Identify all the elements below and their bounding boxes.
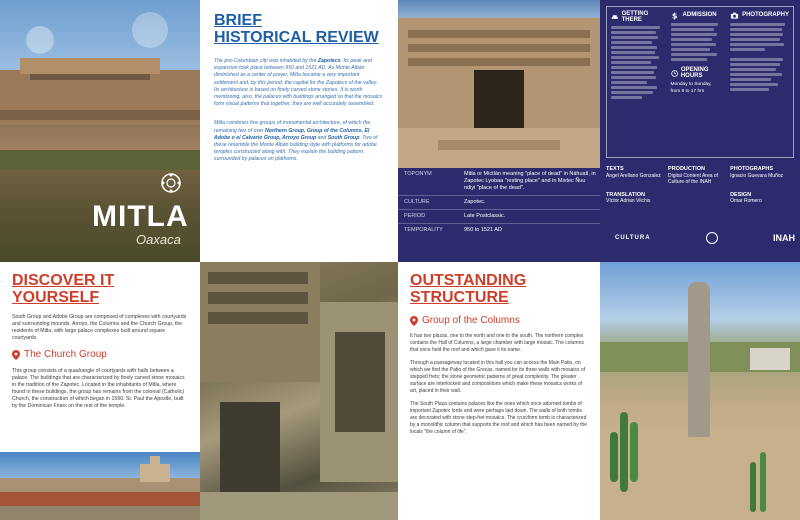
brief-paragraph-2 (214, 120, 384, 163)
credit-texts-value: Ángel Arellano Gonzalez (606, 172, 661, 179)
mitla-subtitle: Oaxaca (136, 232, 181, 247)
credit-texts-title: TEXTS (606, 166, 624, 172)
admission-text (671, 23, 723, 61)
opening-hours-heading (671, 67, 723, 79)
mitla-title: MITLA (92, 200, 189, 233)
church-group-photo (0, 452, 200, 520)
discover-heading (12, 272, 188, 306)
location-pin-icon (12, 350, 20, 360)
institution-logos (615, 232, 795, 244)
info-box (606, 6, 794, 158)
church-group-title: The Church Group (24, 349, 107, 360)
clock-icon (671, 69, 678, 78)
getting-there-text (611, 26, 663, 99)
credit-production-title: PRODUCTION (668, 166, 706, 172)
credit-design-title: DESIGN (730, 191, 752, 198)
discover-section (0, 262, 200, 452)
mexico-seal-icon (706, 232, 718, 244)
toponym-table (398, 168, 600, 262)
camera-icon (730, 11, 739, 20)
courtyard-illustration (398, 0, 600, 168)
table-row (398, 196, 600, 210)
outstanding-heading-line1: OUTSTANDING (410, 272, 527, 289)
columns-group-subheading (410, 315, 588, 326)
location-pin-icon (410, 316, 418, 326)
credit-translation-value: Víctor Adrian Vilchis (606, 198, 651, 204)
brief-heading-line1: BRIEF (214, 12, 262, 29)
brief-p2-south-group: South Group (327, 134, 360, 141)
brief-p1-text-c: . Its peak and expansion took place between 950 and 1521 AD. As Monte Albán diminished as a center of power, Mitla became a very important settlement and, by this period, the capital for the Zapotecs of the valley. Its architecture is based on finely carved stone stones. It is worth mentioning, also, the palaces with buildings arranged so that the mosaics form visual patterns that together, they are well accurately assembled. (214, 58, 383, 108)
brief-p1-bold: Zapotecs (317, 58, 341, 64)
church-group-text: This group consists of a quadrangle of courtyards with halls between a palace. The buildings that are characterized by finely carved stone mosaics in the tradition of the Zapotec. Located in the inhabitants of Mitla, where found in these buildings, the group has remains from the colonial (Catholic) Church, the construction of which began in 1590. St. Paul the Apostle, built by the Dominican Friars on the rest of the temple. (12, 368, 185, 409)
visitor-info-panel (600, 0, 800, 262)
brief-p2-groups: Northern Group, Group of the Columns, El Adobe o el Calvario Group, Arroyo Group (214, 127, 370, 141)
credit-translation-title: TRANSLATION (606, 191, 646, 198)
church-group-subheading (12, 349, 188, 360)
mitla-glyph-icon (160, 172, 182, 194)
photography-heading (730, 11, 789, 20)
mitla-cover-photo (0, 0, 200, 262)
credit-translation (606, 192, 668, 205)
discover-heading-line1: DISCOVER IT (12, 272, 115, 289)
cultura-logo: CULTURA (615, 235, 651, 241)
brief-heading-line2: HISTORICAL REVIEW (214, 29, 379, 46)
church-illustration (0, 452, 200, 520)
photography-column (726, 7, 793, 157)
outstanding-paragraph-3: The South Plaza contains palaces like the ones which once adorned tombs of important Zapotec lords and were perhaps laid down. The walls of both tombs are decorated with stone step-fret mosaics. The cruciform tomb is characterized by a monolithic column that supports the roof and which has been named by the locals "the column of life". (410, 401, 588, 435)
admission-heading (671, 11, 723, 20)
credit-texts (606, 166, 668, 186)
brief-heading (214, 12, 384, 46)
discover-heading-line2: YOURSELF (12, 289, 100, 306)
brief-paragraph-1 (214, 58, 384, 108)
stone-mosaic-illustration (200, 262, 398, 520)
car-icon (611, 13, 619, 22)
brief-p2-text-e: . Two of these resemble the Monte Albán building style with platforms for adobe temples constructed along with; They explain the building pattern, surrounded by palaces on platforms. (214, 134, 378, 163)
table-row (398, 224, 600, 237)
brief-p2-text-c: and (316, 134, 328, 141)
outstanding-heading (410, 272, 588, 306)
columns-group-title: Group of the Columns (422, 315, 520, 326)
opening-hours-text: Monday to Sunday, from 8 to 17 hrs (670, 82, 712, 94)
table-key-period: PERIOD (404, 213, 426, 219)
admission-title: ADMISSION (682, 12, 717, 19)
credit-photographs-value: Ignacio Guevara Muñoz (730, 172, 784, 179)
table-row (398, 210, 600, 224)
outstanding-heading-line2: STRUCTURE (410, 289, 509, 306)
credit-design (730, 192, 792, 205)
table-value-culture: Zapotec. (464, 199, 486, 205)
column-cactus-illustration (600, 262, 800, 520)
credit-production-value: Digital Content Area of Culture of the INAH (668, 172, 719, 185)
ticket-icon (671, 11, 680, 20)
courtyard-photo (398, 0, 600, 168)
outstanding-paragraph-1: It has two plazas, one to the north and one to the south. The northern complex contains the Hall of Columns, a large chamber with large mosaic. The columns that once held the roof and which gave it its name. (410, 333, 584, 353)
discover-intro: South Group and Adobe Group are composed of complexes with courtyards and surrounding mounds. Arroyo, the Columns and the Church Group, the residents of Mitla, with large palace complexes built around square courtyards. (12, 314, 187, 341)
table-value-period: Late Postclassic. (464, 213, 506, 219)
brief-p1-text-a: The pre-Columbian city was inhabited by the (214, 58, 318, 64)
getting-there-heading (611, 11, 663, 23)
credit-design-value: Omar Romero (730, 198, 762, 204)
table-row (398, 168, 600, 196)
credit-production (668, 166, 730, 186)
outstanding-structure-section (398, 262, 600, 520)
getting-there-column (607, 7, 667, 157)
table-key-temporality: TEMPORALITY (404, 227, 443, 233)
column-of-life-photo (600, 262, 800, 520)
inah-logo: INAH (773, 233, 795, 243)
opening-hours-title: OPENING HOURS (680, 67, 709, 80)
credit-spacer (668, 192, 730, 205)
credit-photographs-title: PHOTOGRAPHS (730, 166, 774, 172)
table-value-toponym: Mitla or Mictlán meaning "place of dead" in Náhuatl, in Zapotec Lyobaa "resting place" and in Mixtec Ñuu ndiyi "place of the dead". (464, 171, 596, 191)
getting-there-title: GETTING THERE (621, 11, 649, 24)
credit-photographs (730, 166, 792, 186)
admission-column (667, 7, 727, 157)
stone-mosaic-photo (200, 262, 398, 520)
table-value-temporality: 950 to 1521 AD (464, 227, 502, 233)
brief-historical-review-section (200, 0, 398, 262)
outstanding-paragraph-2: Through a passageway located in this hall you can access the Main Patio, on which we find the Patio of the Grecas, named for its three walls with mosaics of stepped frets; the stone geometric patterns of great complexity. The greater surface are interlocked and compositions which make these mosaics works of art, placed in their wall. (410, 360, 586, 394)
svg-text:$: $ (671, 11, 678, 20)
photography-title: PHOTOGRAPHY (742, 12, 789, 19)
table-key-culture: CULTURE (404, 199, 430, 205)
credits (606, 166, 794, 211)
brief-p2-text-a: Mitla combines five groups of monumental architecture, of which the remaining two of over (214, 120, 371, 134)
photography-text (730, 23, 789, 91)
table-key-toponym: TOPONYM (404, 171, 432, 177)
